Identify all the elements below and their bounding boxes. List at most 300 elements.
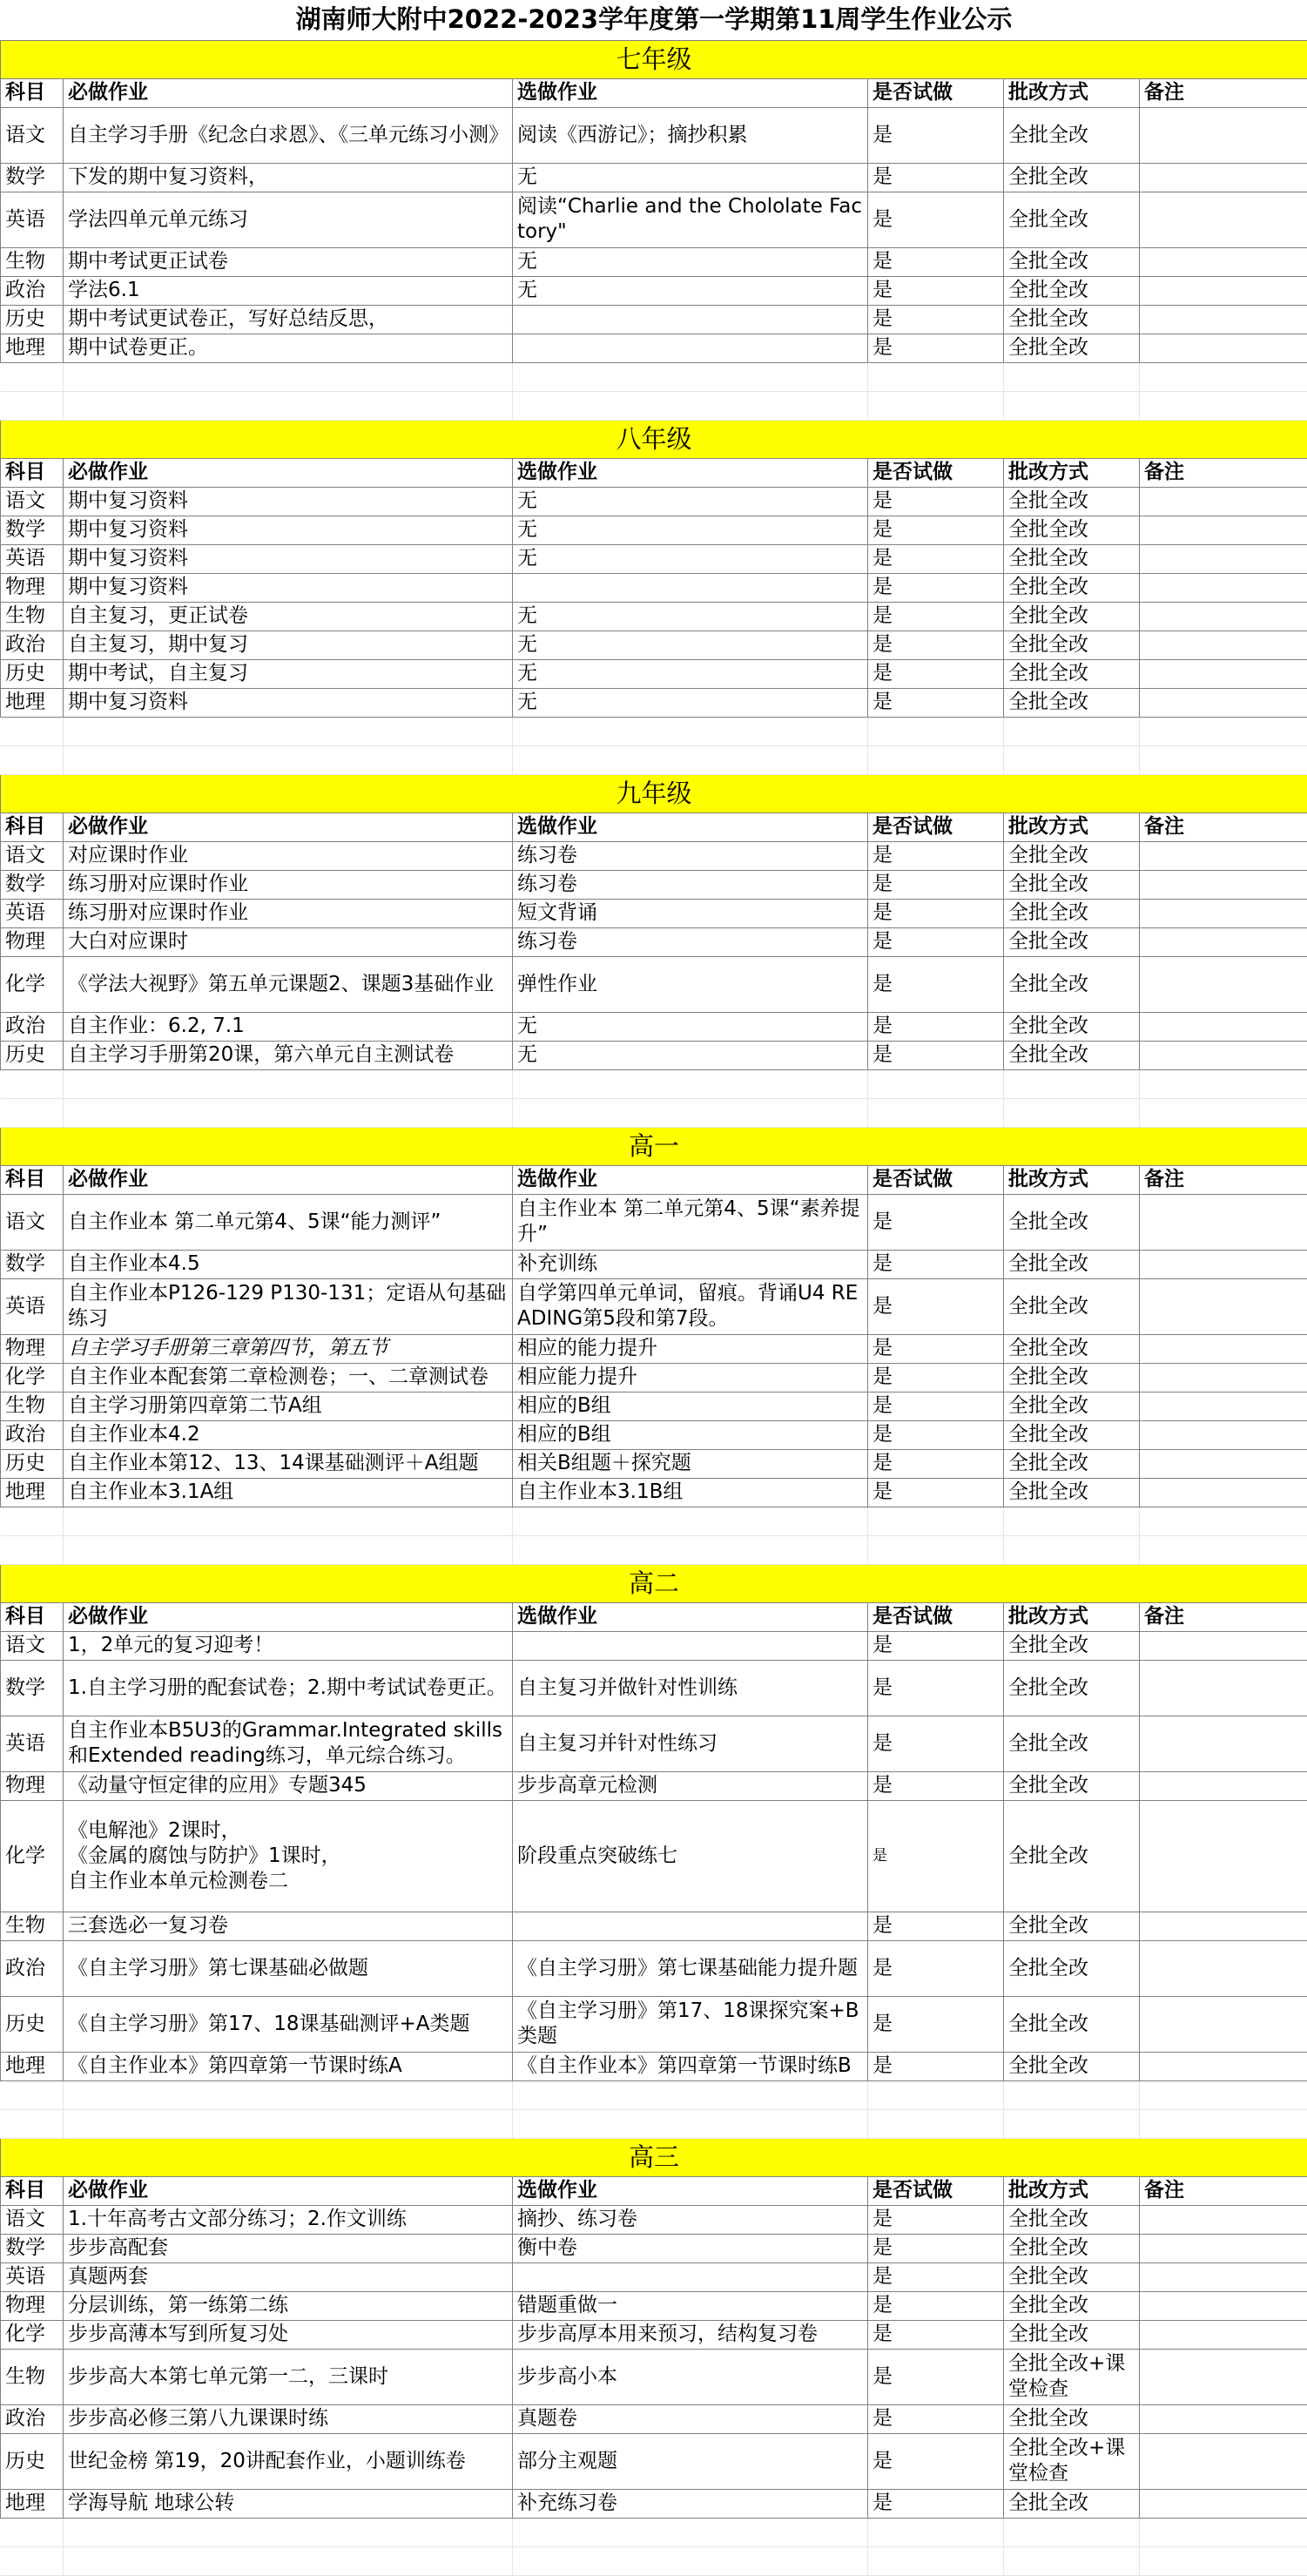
- optional-homework-cell: 自主作业本 第二单元第4、5课“素养提升”: [513, 1194, 868, 1250]
- required-homework-cell: 自主作业本P126-129 P130-131；定语从句基础练习: [64, 1278, 513, 1334]
- required-homework-cell: 《动量守恒定律的应用》专题345: [64, 1771, 513, 1800]
- optional-homework-cell: 无: [513, 516, 868, 544]
- optional-homework-cell: 阶段重点突破练七: [513, 1800, 868, 1912]
- table-row: [1, 1041, 1307, 1069]
- subject-cell: 生物: [1, 247, 64, 276]
- empty-cell: [868, 1535, 1004, 1564]
- note-cell: [1140, 573, 1307, 602]
- subject-cell: 政治: [1, 276, 64, 305]
- empty-cell: [64, 2109, 513, 2138]
- table-row: [1, 870, 1307, 899]
- table-row: [1, 1420, 1307, 1449]
- grading-method-cell: 全批全改: [1004, 1363, 1140, 1392]
- tried-cell: 是: [868, 1278, 1004, 1334]
- subject-cell: 语文: [1, 1194, 64, 1250]
- blank-row: [1, 1069, 1307, 1098]
- column-header: 科目: [1, 458, 64, 487]
- column-header: 批改方式: [1004, 458, 1140, 487]
- column-header: 选做作业: [513, 813, 868, 841]
- table-row: [1, 602, 1307, 631]
- required-homework-cell: 期中复习资料: [64, 573, 513, 602]
- optional-homework-cell: 补充训练: [513, 1250, 868, 1278]
- grading-method-cell: 全批全改: [1004, 956, 1140, 1012]
- note-cell: [1140, 2291, 1307, 2320]
- table-row: [1, 2291, 1307, 2320]
- table-row: [1, 487, 1307, 516]
- column-header-row: [1, 813, 1307, 841]
- empty-cell: [513, 745, 868, 774]
- note-cell: [1140, 2433, 1307, 2489]
- subject-cell: 地理: [1, 2489, 64, 2518]
- optional-homework-cell: [513, 334, 868, 362]
- column-header: 选做作业: [513, 1165, 868, 1194]
- tried-cell: 是: [868, 305, 1004, 334]
- required-homework-cell: 自主学习手册第20课，第六单元自主测试卷: [64, 1041, 513, 1069]
- optional-homework-cell: 无: [513, 276, 868, 305]
- required-homework-cell: 步步高大本第七单元第一二，三课时: [64, 2349, 513, 2404]
- tried-cell: 是: [868, 247, 1004, 276]
- empty-cell: [513, 1069, 868, 1098]
- table-row: [1, 516, 1307, 544]
- empty-cell: [1004, 2518, 1140, 2546]
- grading-method-cell: 全批全改: [1004, 192, 1140, 247]
- table-row: [1, 1631, 1307, 1660]
- empty-cell: [1, 2546, 64, 2575]
- tried-cell: 是: [868, 1041, 1004, 1069]
- optional-homework-cell: [513, 1631, 868, 1660]
- optional-homework-cell: 《自主学习册》第17、18课探究案+B类题: [513, 1996, 868, 2052]
- tried-cell: 是: [868, 2291, 1004, 2320]
- required-homework-cell: 学法6.1: [64, 276, 513, 305]
- required-homework-cell: 自主作业本 第二单元第4、5课“能力测评”: [64, 1194, 513, 1250]
- subject-cell: 物理: [1, 1334, 64, 1363]
- empty-cell: [1, 2109, 64, 2138]
- table-row: [1, 2320, 1307, 2349]
- grade-banner: 高一: [1, 1127, 1307, 1165]
- empty-cell: [513, 391, 868, 420]
- empty-cell: [868, 362, 1004, 391]
- empty-cell: [513, 2546, 868, 2575]
- tried-cell: 是: [868, 1012, 1004, 1041]
- empty-cell: [513, 1535, 868, 1564]
- tried-cell: 是: [868, 2234, 1004, 2262]
- column-header: 选做作业: [513, 1602, 868, 1631]
- subject-cell: 英语: [1, 2262, 64, 2291]
- grading-method-cell: 全批全改: [1004, 487, 1140, 516]
- subject-cell: 英语: [1, 1278, 64, 1334]
- required-homework-cell: 分层训练，第一练第二练: [64, 2291, 513, 2320]
- required-homework-cell: 1.十年高考古文部分练习；2.作文训练: [64, 2205, 513, 2234]
- tried-cell: 是: [868, 1996, 1004, 2052]
- required-homework-cell: 自主作业本4.5: [64, 1250, 513, 1278]
- note-cell: [1140, 870, 1307, 899]
- optional-homework-cell: [513, 305, 868, 334]
- note-cell: [1140, 1278, 1307, 1334]
- table-row: [1, 927, 1307, 956]
- subject-cell: 语文: [1, 487, 64, 516]
- required-homework-cell: 自主复习，更正试卷: [64, 602, 513, 631]
- empty-cell: [64, 2080, 513, 2109]
- empty-cell: [1004, 1535, 1140, 1564]
- tried-cell: 是: [868, 2489, 1004, 2518]
- grading-method-cell: 全批全改: [1004, 1420, 1140, 1449]
- table-row: [1, 1278, 1307, 1334]
- note-cell: [1140, 516, 1307, 544]
- optional-homework-cell: 部分主观题: [513, 2433, 868, 2489]
- required-homework-cell: 《学法大视野》第五单元课题2、课题3基础作业: [64, 956, 513, 1012]
- grade-banner: 七年级: [1, 40, 1307, 78]
- note-cell: [1140, 487, 1307, 516]
- table-row: [1, 2205, 1307, 2234]
- tried-cell: 是: [868, 2320, 1004, 2349]
- optional-homework-cell: 无: [513, 659, 868, 688]
- table-row: [1, 631, 1307, 659]
- column-header: 必做作业: [64, 1602, 513, 1631]
- optional-homework-cell: [513, 2262, 868, 2291]
- optional-homework-cell: 步步高章元检测: [513, 1771, 868, 1800]
- note-cell: [1140, 1041, 1307, 1069]
- table-row: [1, 1771, 1307, 1800]
- table-row: [1, 2234, 1307, 2262]
- note-cell: [1140, 2404, 1307, 2433]
- blank-row: [1, 2518, 1307, 2546]
- grading-method-cell: 全批全改: [1004, 2205, 1140, 2234]
- note-cell: [1140, 602, 1307, 631]
- tried-cell: 是: [868, 2052, 1004, 2080]
- column-header: 必做作业: [64, 813, 513, 841]
- subject-cell: 英语: [1, 1716, 64, 1771]
- subject-cell: 地理: [1, 334, 64, 362]
- note-cell: [1140, 631, 1307, 659]
- required-homework-cell: 期中考试，自主复习: [64, 659, 513, 688]
- optional-homework-cell: 练习卷: [513, 841, 868, 870]
- column-header: 是否试做: [868, 1602, 1004, 1631]
- required-homework-cell: 自主学习手册《纪念白求恩》、《三单元练习小测》: [64, 107, 513, 163]
- blank-row: [1, 745, 1307, 774]
- optional-homework-cell: 无: [513, 1012, 868, 1041]
- tried-cell: 是: [868, 2404, 1004, 2433]
- optional-homework-cell: 无: [513, 602, 868, 631]
- note-cell: [1140, 107, 1307, 163]
- column-header: 选做作业: [513, 78, 868, 107]
- table-row: [1, 1392, 1307, 1420]
- column-header-row: [1, 1165, 1307, 1194]
- optional-homework-cell: 步步高厚本用来预习，结构复习卷: [513, 2320, 868, 2349]
- optional-homework-cell: 相关B组题＋探究题: [513, 1449, 868, 1478]
- note-cell: [1140, 899, 1307, 927]
- table-row: [1, 573, 1307, 602]
- column-header: 备注: [1140, 458, 1307, 487]
- empty-cell: [64, 1507, 513, 1535]
- table-row: [1, 2489, 1307, 2518]
- table-row: [1, 1716, 1307, 1771]
- required-homework-cell: 步步高配套: [64, 2234, 513, 2262]
- empty-cell: [1004, 2080, 1140, 2109]
- grading-method-cell: 全批全改: [1004, 1194, 1140, 1250]
- grade-banner: 高二: [1, 1564, 1307, 1602]
- table-row: [1, 1660, 1307, 1716]
- grading-method-cell: 全批全改: [1004, 1996, 1140, 2052]
- tried-cell: 是: [868, 1912, 1004, 1940]
- subject-cell: 英语: [1, 192, 64, 247]
- grading-method-cell: 全批全改: [1004, 1334, 1140, 1363]
- blank-row: [1, 1535, 1307, 1564]
- table-row: [1, 1194, 1307, 1250]
- empty-cell: [513, 717, 868, 745]
- empty-cell: [1140, 391, 1307, 420]
- grading-method-cell: 全批全改: [1004, 163, 1140, 192]
- table-row: [1, 1912, 1307, 1940]
- subject-cell: 生物: [1, 1912, 64, 1940]
- required-homework-cell: 1.自主学习册的配套试卷；2.期中考试试卷更正。: [64, 1660, 513, 1716]
- table-row: [1, 659, 1307, 688]
- empty-cell: [1, 745, 64, 774]
- table-row: [1, 163, 1307, 192]
- grading-method-cell: 全批全改: [1004, 2234, 1140, 2262]
- optional-homework-cell: 练习卷: [513, 870, 868, 899]
- optional-homework-cell: 补充练习卷: [513, 2489, 868, 2518]
- empty-cell: [1004, 1098, 1140, 1127]
- optional-homework-cell: 真题卷: [513, 2404, 868, 2433]
- empty-cell: [1140, 2080, 1307, 2109]
- column-header: 备注: [1140, 1165, 1307, 1194]
- subject-cell: 语文: [1, 107, 64, 163]
- subject-cell: 政治: [1, 631, 64, 659]
- table-row: [1, 1449, 1307, 1478]
- note-cell: [1140, 544, 1307, 573]
- subject-cell: 数学: [1, 163, 64, 192]
- empty-cell: [1140, 1535, 1307, 1564]
- note-cell: [1140, 659, 1307, 688]
- table-row: [1, 305, 1307, 334]
- optional-homework-cell: 步步高小本: [513, 2349, 868, 2404]
- note-cell: [1140, 1194, 1307, 1250]
- tried-cell: 是: [868, 1660, 1004, 1716]
- column-header: 科目: [1, 1602, 64, 1631]
- grading-method-cell: 全批全改: [1004, 870, 1140, 899]
- note-cell: [1140, 2234, 1307, 2262]
- column-header: 是否试做: [868, 1165, 1004, 1194]
- empty-cell: [1140, 745, 1307, 774]
- note-cell: [1140, 1012, 1307, 1041]
- optional-homework-cell: 自主作业本3.1B组: [513, 1478, 868, 1507]
- subject-cell: 生物: [1, 602, 64, 631]
- required-homework-cell: 学法四单元单元练习: [64, 192, 513, 247]
- tried-cell: 是: [868, 1478, 1004, 1507]
- optional-homework-cell: 无: [513, 487, 868, 516]
- subject-cell: 英语: [1, 899, 64, 927]
- optional-homework-cell: 相应的B组: [513, 1420, 868, 1449]
- empty-cell: [64, 1098, 513, 1127]
- column-header: 是否试做: [868, 458, 1004, 487]
- blank-row: [1, 2546, 1307, 2575]
- empty-cell: [1140, 2546, 1307, 2575]
- empty-cell: [1, 2518, 64, 2546]
- tried-cell: 是: [868, 1250, 1004, 1278]
- optional-homework-cell: 《自主作业本》第四章第一节课时练B: [513, 2052, 868, 2080]
- column-header: 是否试做: [868, 2176, 1004, 2205]
- grading-method-cell: 全批全改: [1004, 1912, 1140, 1940]
- tried-cell: 是: [868, 2433, 1004, 2489]
- empty-cell: [513, 362, 868, 391]
- tried-cell: 是: [868, 487, 1004, 516]
- grading-method-cell: 全批全改: [1004, 841, 1140, 870]
- note-cell: [1140, 163, 1307, 192]
- note-cell: [1140, 1996, 1307, 2052]
- note-cell: [1140, 688, 1307, 717]
- note-cell: [1140, 1631, 1307, 1660]
- column-header: 批改方式: [1004, 1602, 1140, 1631]
- note-cell: [1140, 305, 1307, 334]
- grading-method-cell: 全批全改: [1004, 2262, 1140, 2291]
- grading-method-cell: 全批全改: [1004, 1478, 1140, 1507]
- subject-cell: 政治: [1, 1012, 64, 1041]
- empty-cell: [1, 1507, 64, 1535]
- grade-banner-row: [1, 2138, 1307, 2176]
- empty-cell: [64, 1535, 513, 1564]
- note-cell: [1140, 2320, 1307, 2349]
- note-cell: [1140, 1771, 1307, 1800]
- subject-cell: 英语: [1, 544, 64, 573]
- subject-cell: 政治: [1, 1420, 64, 1449]
- empty-cell: [868, 1098, 1004, 1127]
- subject-cell: 数学: [1, 1660, 64, 1716]
- empty-cell: [868, 2080, 1004, 2109]
- empty-cell: [868, 1069, 1004, 1098]
- subject-cell: 历史: [1, 1449, 64, 1478]
- required-homework-cell: 大白对应课时: [64, 927, 513, 956]
- tried-cell: 是: [868, 602, 1004, 631]
- column-header-row: [1, 1602, 1307, 1631]
- table-row: [1, 899, 1307, 927]
- note-cell: [1140, 192, 1307, 247]
- empty-cell: [64, 2546, 513, 2575]
- note-cell: [1140, 276, 1307, 305]
- required-homework-cell: 三套选必一复习卷: [64, 1912, 513, 1940]
- table-row: [1, 2433, 1307, 2489]
- optional-homework-cell: 相应能力提升: [513, 1363, 868, 1392]
- subject-cell: 历史: [1, 659, 64, 688]
- column-header-row: [1, 2176, 1307, 2205]
- empty-cell: [1004, 362, 1140, 391]
- subject-cell: 化学: [1, 1363, 64, 1392]
- note-cell: [1140, 1478, 1307, 1507]
- table-row: [1, 544, 1307, 573]
- empty-cell: [868, 2518, 1004, 2546]
- note-cell: [1140, 1449, 1307, 1478]
- optional-homework-cell: 摘抄、练习卷: [513, 2205, 868, 2234]
- tried-cell: 是: [868, 276, 1004, 305]
- tried-cell: 是: [868, 956, 1004, 1012]
- column-header: 选做作业: [513, 2176, 868, 2205]
- optional-homework-cell: 无: [513, 631, 868, 659]
- subject-cell: 历史: [1, 305, 64, 334]
- empty-cell: [1140, 362, 1307, 391]
- tried-cell: 是: [868, 1420, 1004, 1449]
- empty-cell: [1140, 2109, 1307, 2138]
- note-cell: [1140, 2052, 1307, 2080]
- optional-homework-cell: 相应的能力提升: [513, 1334, 868, 1363]
- grade-banner-row: [1, 1127, 1307, 1165]
- required-homework-cell: 期中考试更正试卷: [64, 247, 513, 276]
- blank-row: [1, 1098, 1307, 1127]
- tried-cell: 是: [868, 2349, 1004, 2404]
- grading-method-cell: 全批全改: [1004, 544, 1140, 573]
- note-cell: [1140, 247, 1307, 276]
- subject-cell: 物理: [1, 2291, 64, 2320]
- subject-cell: 地理: [1, 2052, 64, 2080]
- empty-cell: [1, 362, 64, 391]
- empty-cell: [1, 391, 64, 420]
- tried-cell: 是: [868, 870, 1004, 899]
- subject-cell: 物理: [1, 927, 64, 956]
- column-header: 必做作业: [64, 78, 513, 107]
- tried-cell: 是: [868, 1631, 1004, 1660]
- required-homework-cell: 期中复习资料: [64, 516, 513, 544]
- column-header: 科目: [1, 2176, 64, 2205]
- tried-cell: 是: [868, 573, 1004, 602]
- required-homework-cell: 《自主作业本》第四章第一节课时练A: [64, 2052, 513, 2080]
- note-cell: [1140, 1334, 1307, 1363]
- empty-cell: [1140, 1098, 1307, 1127]
- note-cell: [1140, 956, 1307, 1012]
- required-homework-cell: 对应课时作业: [64, 841, 513, 870]
- required-homework-cell: 步步高薄本写到所复习处: [64, 2320, 513, 2349]
- grade-banner: 高三: [1, 2138, 1307, 2176]
- table-row: [1, 688, 1307, 717]
- column-header: 必做作业: [64, 2176, 513, 2205]
- grading-method-cell: 全批全改: [1004, 899, 1140, 927]
- column-header: 选做作业: [513, 458, 868, 487]
- required-homework-cell: 《自主学习册》第七课基础必做题: [64, 1940, 513, 1996]
- empty-cell: [1, 1069, 64, 1098]
- table-row: [1, 276, 1307, 305]
- empty-cell: [64, 391, 513, 420]
- note-cell: [1140, 1392, 1307, 1420]
- grading-method-cell: 全批全改: [1004, 2052, 1140, 2080]
- grading-method-cell: 全批全改: [1004, 1631, 1140, 1660]
- table-row: [1, 1363, 1307, 1392]
- note-cell: [1140, 1912, 1307, 1940]
- tried-cell: 是: [868, 631, 1004, 659]
- column-header: 批改方式: [1004, 2176, 1140, 2205]
- empty-cell: [868, 717, 1004, 745]
- table-row: [1, 2349, 1307, 2404]
- blank-row: [1, 391, 1307, 420]
- grading-method-cell: 全批全改: [1004, 1449, 1140, 1478]
- required-homework-cell: 自主作业本4.2: [64, 1420, 513, 1449]
- grading-method-cell: 全批全改: [1004, 927, 1140, 956]
- note-cell: [1140, 2205, 1307, 2234]
- table-row: [1, 192, 1307, 247]
- grading-method-cell: 全批全改: [1004, 276, 1140, 305]
- optional-homework-cell: 衡中卷: [513, 2234, 868, 2262]
- empty-cell: [868, 2109, 1004, 2138]
- grading-method-cell: 全批全改+课堂检查: [1004, 2349, 1140, 2404]
- grading-method-cell: 全批全改: [1004, 305, 1140, 334]
- tried-cell: 是: [868, 1194, 1004, 1250]
- empty-cell: [1140, 1507, 1307, 1535]
- tried-cell: 是: [868, 2205, 1004, 2234]
- required-homework-cell: 自主学习手册第三章第四节，第五节: [64, 1334, 513, 1363]
- table-row: [1, 1012, 1307, 1041]
- grading-method-cell: 全批全改: [1004, 2291, 1140, 2320]
- empty-cell: [513, 2109, 868, 2138]
- column-header: 备注: [1140, 1602, 1307, 1631]
- note-cell: [1140, 1800, 1307, 1912]
- subject-cell: 数学: [1, 870, 64, 899]
- grading-method-cell: 全批全改: [1004, 1940, 1140, 1996]
